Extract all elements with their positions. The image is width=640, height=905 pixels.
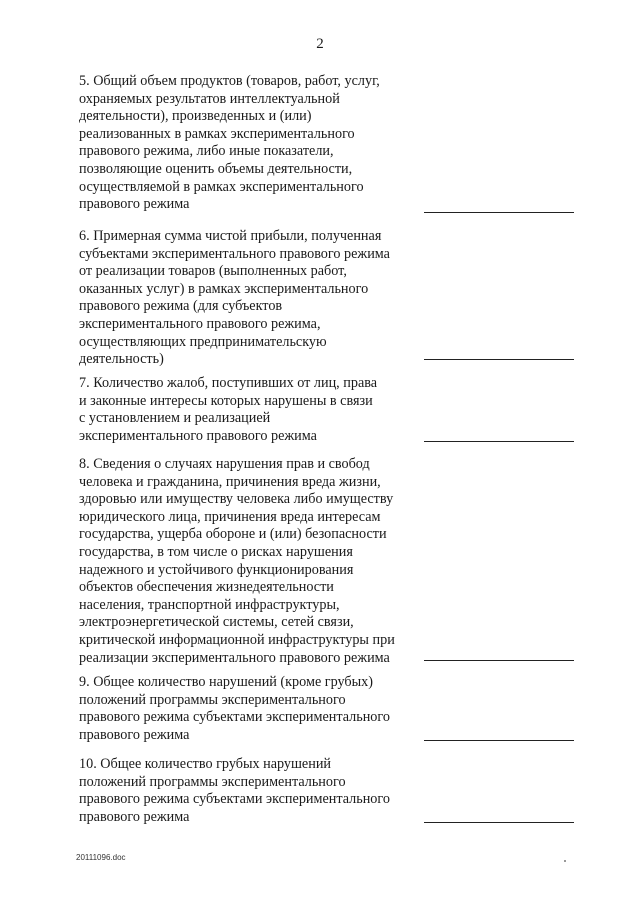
report-item-9-text: 9. Общее количество нарушений (кроме грубых) положений программы экспериментального правового режима субъектами экспериментального правового режима — [79, 674, 390, 743]
answer-line-item-10[interactable] — [424, 822, 574, 823]
answer-line-item-6[interactable] — [424, 359, 574, 360]
answer-line-item-9[interactable] — [424, 740, 574, 741]
report-item-5-text: 5. Общий объем продуктов (товаров, работ, услуг, охраняемых результатов интеллектуальной деятельности), произведенных и (или) реализованных в рамках экспериментального правового режима, либо иные показатели, позволяющие оценить объемы деятельности, осуществляемой в рамках экспериментального правового режима — [79, 73, 380, 213]
footer-filename: 20111096.doc — [76, 853, 126, 862]
page-number: 2 — [316, 36, 324, 52]
scan-speck — [564, 860, 566, 862]
report-item-8 — [79, 456, 424, 667]
report-item-6-text: 6. Примерная сумма чистой прибыли, полученная субъектами экспериментального правового режима от реализации товаров (выполненных работ, оказанных услуг) в рамках экспериментального правового режима (для субъектов экспериментального правового режима, осуществляющих предпринимательскую деятельность) — [79, 228, 390, 368]
report-item-9 — [79, 674, 424, 744]
report-item-7-text: 7. Количество жалоб, поступивших от лиц, права и законные интересы которых нарушены в связи с установлением и реализацией экспериментального правового режима — [79, 375, 378, 444]
report-item-10-text: 10. Общее количество грубых нарушений положений программы экспериментального правового режима субъектами экспериментального правового режима — [79, 756, 390, 825]
answer-line-item-5[interactable] — [424, 212, 574, 213]
report-item-5 — [79, 73, 424, 214]
answer-line-item-8[interactable] — [424, 660, 574, 661]
report-item-6 — [79, 228, 424, 369]
report-item-8-text: 8. Сведения о случаях нарушения прав и свобод человека и гражданина, причинения вреда жизни, здоровью или имуществу человека либо имуществу юридического лица, причинения вреда интересам государства, ущерба обороне и (или) безопасности государства, в том числе о рисках нарушения надежного и устойчивого функционирования объектов обеспечения жизнедеятельности населения, транспортной инфраструктуры, электроэнергетической системы, сетей связи, критической информационной инфраструктуры при реализации экспериментального правового режима — [79, 456, 395, 666]
answer-line-item-7[interactable] — [424, 441, 574, 442]
report-item-10 — [79, 756, 424, 826]
report-item-7 — [79, 375, 424, 445]
